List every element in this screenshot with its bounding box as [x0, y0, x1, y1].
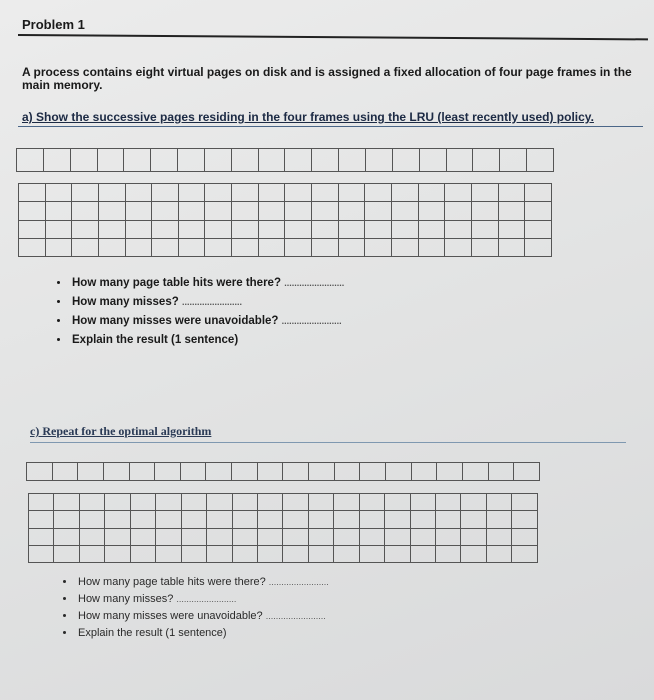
grid-cell[interactable]: [207, 528, 232, 545]
grid-cell[interactable]: [488, 463, 514, 481]
question-item: [70, 274, 344, 293]
grid-cell[interactable]: [181, 511, 206, 528]
grid-cell[interactable]: [257, 545, 282, 562]
grid-cell[interactable]: [205, 220, 232, 238]
grid-cell[interactable]: [105, 511, 130, 528]
question-text: How many page table hits were there?: [72, 277, 281, 289]
grid-cell[interactable]: [232, 545, 257, 562]
grid-cell[interactable]: [178, 238, 205, 256]
grid-cell[interactable]: [418, 238, 445, 256]
grid-cell[interactable]: [285, 184, 312, 202]
grid-cell[interactable]: [125, 238, 152, 256]
grid-cell[interactable]: [232, 494, 257, 511]
grid-cell[interactable]: [72, 202, 99, 220]
answer-blank[interactable]: ........................: [281, 316, 342, 326]
grid-cell[interactable]: [334, 528, 359, 545]
grid-cell[interactable]: [105, 545, 130, 562]
grid-cell[interactable]: [130, 528, 155, 545]
part-c-divider: [30, 442, 626, 443]
grid-cell[interactable]: [258, 238, 285, 256]
grid-cell[interactable]: [45, 202, 72, 220]
grid-cell[interactable]: [17, 149, 44, 172]
grid-row: [29, 494, 538, 511]
part-c-frames-grid[interactable]: [28, 493, 538, 563]
grid-cell[interactable]: [410, 511, 435, 528]
grid-cell[interactable]: [151, 149, 178, 172]
grid-cell[interactable]: [436, 494, 461, 511]
question-item: [70, 293, 344, 312]
grid-cell[interactable]: [43, 149, 70, 172]
grid-cell[interactable]: [283, 545, 308, 562]
question-item: [76, 625, 329, 642]
grid-cell[interactable]: [105, 494, 130, 511]
grid-cell[interactable]: [52, 463, 78, 481]
grid-cell[interactable]: [257, 463, 283, 481]
grid-cell[interactable]: [385, 463, 411, 481]
grid-cell[interactable]: [285, 238, 312, 256]
grid-cell[interactable]: [391, 220, 418, 238]
grid-cell[interactable]: [436, 545, 461, 562]
grid-cell[interactable]: [445, 202, 472, 220]
grid-cell[interactable]: [338, 184, 365, 202]
part-a-heading: a) Show the successive pages residing in the four frames using the LRU (least recently used) policy.: [22, 110, 594, 124]
grid-cell[interactable]: [418, 202, 445, 220]
grid-cell[interactable]: [391, 238, 418, 256]
grid-cell[interactable]: [125, 202, 152, 220]
grid-cell[interactable]: [206, 463, 232, 481]
grid-cell[interactable]: [312, 149, 339, 172]
grid-cell[interactable]: [29, 494, 54, 511]
grid-cell[interactable]: [72, 220, 99, 238]
grid-cell[interactable]: [391, 184, 418, 202]
grid-cell[interactable]: [365, 220, 392, 238]
grid-cell[interactable]: [359, 511, 384, 528]
grid-cell[interactable]: [471, 238, 498, 256]
answer-blank[interactable]: ........................: [181, 297, 242, 307]
grid-cell[interactable]: [308, 494, 333, 511]
grid-cell[interactable]: [359, 494, 384, 511]
answer-blank[interactable]: ........................: [265, 611, 326, 621]
grid-cell[interactable]: [54, 545, 79, 562]
grid-cell[interactable]: [205, 238, 232, 256]
grid-cell[interactable]: [155, 463, 181, 481]
grid-cell[interactable]: [334, 463, 360, 481]
part-a-divider: [18, 126, 643, 127]
grid-cell[interactable]: [308, 528, 333, 545]
grid-cell[interactable]: [204, 149, 231, 172]
grid-cell[interactable]: [27, 463, 53, 481]
grid-cell[interactable]: [308, 511, 333, 528]
grid-cell[interactable]: [283, 511, 308, 528]
grid-cell[interactable]: [232, 528, 257, 545]
part-c-questions: [58, 574, 329, 642]
answer-blank[interactable]: ........................: [176, 594, 237, 604]
grid-cell[interactable]: [29, 528, 54, 545]
grid-cell[interactable]: [232, 202, 259, 220]
grid-cell[interactable]: [392, 149, 419, 172]
grid-cell[interactable]: [365, 202, 392, 220]
grid-cell[interactable]: [338, 238, 365, 256]
part-c-heading: c) Repeat for the optimal algorithm: [30, 424, 212, 438]
grid-cell[interactable]: [385, 528, 410, 545]
grid-cell[interactable]: [471, 184, 498, 202]
question-text: Explain the result (1 sentence): [78, 627, 227, 639]
grid-cell[interactable]: [207, 545, 232, 562]
grid-cell[interactable]: [124, 149, 151, 172]
grid-cell[interactable]: [462, 463, 488, 481]
grid-cell[interactable]: [19, 238, 46, 256]
grid-cell[interactable]: [45, 184, 72, 202]
grid-row: [17, 149, 554, 172]
answer-blank[interactable]: ........................: [268, 577, 329, 587]
grid-cell[interactable]: [54, 528, 79, 545]
grid-cell[interactable]: [98, 238, 125, 256]
grid-cell[interactable]: [334, 545, 359, 562]
grid-cell[interactable]: [258, 184, 285, 202]
grid-cell[interactable]: [437, 463, 463, 481]
grid-cell[interactable]: [461, 528, 486, 545]
grid-cell[interactable]: [365, 238, 392, 256]
grid-cell[interactable]: [283, 463, 309, 481]
grid-cell[interactable]: [486, 545, 511, 562]
grid-row: [27, 463, 540, 481]
grid-cell[interactable]: [178, 184, 205, 202]
question-text: How many misses were unavoidable?: [72, 315, 279, 327]
grid-cell[interactable]: [471, 220, 498, 238]
grid-row: [19, 238, 552, 256]
grid-cell[interactable]: [105, 528, 130, 545]
grid-cell[interactable]: [486, 528, 511, 545]
grid-cell[interactable]: [178, 220, 205, 238]
grid-cell[interactable]: [258, 149, 285, 172]
grid-cell[interactable]: [125, 220, 152, 238]
grid-cell[interactable]: [500, 149, 527, 172]
grid-row: [29, 511, 538, 528]
grid-cell[interactable]: [512, 511, 538, 528]
grid-cell[interactable]: [79, 511, 104, 528]
grid-row: [19, 184, 552, 202]
grid-cell[interactable]: [205, 184, 232, 202]
grid-cell[interactable]: [98, 220, 125, 238]
grid-cell[interactable]: [512, 528, 538, 545]
grid-cell[interactable]: [181, 528, 206, 545]
grid-cell[interactable]: [257, 511, 282, 528]
grid-cell[interactable]: [232, 220, 259, 238]
grid-cell[interactable]: [527, 149, 554, 172]
grid-cell[interactable]: [98, 202, 125, 220]
grid-cell[interactable]: [156, 511, 181, 528]
grid-cell[interactable]: [525, 202, 552, 220]
grid-cell[interactable]: [525, 184, 552, 202]
title-divider: [18, 34, 648, 40]
grid-cell[interactable]: [338, 220, 365, 238]
grid-cell[interactable]: [410, 494, 435, 511]
part-a-reference-string-grid[interactable]: [16, 148, 554, 172]
grid-cell[interactable]: [207, 511, 232, 528]
grid-cell[interactable]: [461, 494, 486, 511]
grid-cell[interactable]: [445, 238, 472, 256]
grid-cell[interactable]: [498, 202, 525, 220]
grid-cell[interactable]: [257, 494, 282, 511]
question-item: [76, 608, 329, 625]
grid-cell[interactable]: [359, 528, 384, 545]
grid-cell[interactable]: [156, 545, 181, 562]
question-text: How many misses were unavoidable?: [78, 610, 263, 622]
grid-cell[interactable]: [19, 220, 46, 238]
grid-row: [29, 528, 538, 545]
grid-cell[interactable]: [365, 149, 392, 172]
grid-row: [19, 220, 552, 238]
grid-cell[interactable]: [257, 528, 282, 545]
grid-cell[interactable]: [410, 528, 435, 545]
grid-cell[interactable]: [231, 149, 258, 172]
grid-cell[interactable]: [334, 511, 359, 528]
grid-cell[interactable]: [312, 238, 339, 256]
grid-cell[interactable]: [486, 511, 511, 528]
grid-cell[interactable]: [70, 149, 97, 172]
grid-cell[interactable]: [385, 511, 410, 528]
grid-cell[interactable]: [258, 202, 285, 220]
grid-cell[interactable]: [98, 184, 125, 202]
grid-cell[interactable]: [410, 545, 435, 562]
question-text: How many misses?: [78, 593, 174, 605]
grid-cell[interactable]: [473, 149, 500, 172]
grid-cell[interactable]: [461, 545, 486, 562]
grid-cell[interactable]: [130, 494, 155, 511]
grid-cell[interactable]: [312, 220, 339, 238]
grid-cell[interactable]: [178, 149, 205, 172]
grid-cell[interactable]: [309, 463, 335, 481]
grid-cell[interactable]: [178, 202, 205, 220]
grid-cell[interactable]: [181, 494, 206, 511]
grid-cell[interactable]: [156, 494, 181, 511]
grid-cell[interactable]: [285, 149, 312, 172]
grid-cell[interactable]: [152, 238, 179, 256]
question-text: Explain the result (1 sentence): [72, 334, 239, 346]
grid-cell[interactable]: [283, 528, 308, 545]
question-item: [70, 312, 344, 331]
grid-cell[interactable]: [45, 238, 72, 256]
grid-cell[interactable]: [312, 202, 339, 220]
grid-cell[interactable]: [130, 511, 155, 528]
grid-cell[interactable]: [125, 184, 152, 202]
grid-cell[interactable]: [360, 463, 386, 481]
grid-cell[interactable]: [72, 184, 99, 202]
grid-cell[interactable]: [308, 545, 333, 562]
grid-cell[interactable]: [498, 184, 525, 202]
grid-cell[interactable]: [152, 184, 179, 202]
grid-cell[interactable]: [525, 220, 552, 238]
grid-cell[interactable]: [54, 511, 79, 528]
grid-cell[interactable]: [418, 220, 445, 238]
grid-cell[interactable]: [419, 149, 446, 172]
grid-cell[interactable]: [232, 511, 257, 528]
grid-cell[interactable]: [411, 463, 437, 481]
grid-cell[interactable]: [232, 184, 259, 202]
grid-cell[interactable]: [130, 545, 155, 562]
grid-cell[interactable]: [152, 220, 179, 238]
grid-cell[interactable]: [339, 149, 366, 172]
grid-cell[interactable]: [78, 463, 104, 481]
grid-cell[interactable]: [445, 220, 472, 238]
grid-cell[interactable]: [461, 511, 486, 528]
problem-title: Problem 1: [22, 17, 85, 32]
question-text: How many misses?: [72, 296, 179, 308]
grid-cell[interactable]: [446, 149, 473, 172]
grid-cell[interactable]: [19, 184, 46, 202]
grid-cell[interactable]: [232, 238, 259, 256]
part-a-questions: [52, 274, 344, 350]
question-item: [76, 591, 329, 608]
grid-cell[interactable]: [283, 494, 308, 511]
grid-cell[interactable]: [258, 220, 285, 238]
grid-cell[interactable]: [498, 238, 525, 256]
grid-cell[interactable]: [79, 494, 104, 511]
problem-intro: A process contains eight virtual pages on disk and is assigned a fixed allocation of four page frames in the main memory.: [22, 65, 632, 92]
grid-cell[interactable]: [79, 528, 104, 545]
grid-cell[interactable]: [365, 184, 392, 202]
grid-cell[interactable]: [445, 184, 472, 202]
question-item: [70, 331, 344, 350]
grid-cell[interactable]: [471, 202, 498, 220]
grid-row: [29, 545, 538, 562]
grid-cell[interactable]: [334, 494, 359, 511]
grid-cell[interactable]: [29, 545, 54, 562]
grid-cell[interactable]: [181, 545, 206, 562]
grid-cell[interactable]: [29, 511, 54, 528]
grid-cell[interactable]: [129, 463, 155, 481]
grid-cell[interactable]: [180, 463, 206, 481]
grid-cell[interactable]: [338, 202, 365, 220]
grid-cell[interactable]: [436, 511, 461, 528]
grid-cell[interactable]: [385, 494, 410, 511]
grid-cell[interactable]: [514, 463, 540, 481]
question-item: [76, 574, 329, 591]
grid-cell[interactable]: [312, 184, 339, 202]
grid-cell[interactable]: [436, 528, 461, 545]
grid-cell[interactable]: [72, 238, 99, 256]
grid-cell[interactable]: [97, 149, 124, 172]
part-c-reference-string-grid[interactable]: [26, 462, 540, 481]
grid-cell[interactable]: [512, 545, 538, 562]
grid-cell[interactable]: [525, 238, 552, 256]
grid-cell[interactable]: [103, 463, 129, 481]
grid-cell[interactable]: [486, 494, 511, 511]
grid-cell[interactable]: [512, 494, 538, 511]
answer-blank[interactable]: ........................: [284, 278, 345, 288]
grid-cell[interactable]: [418, 184, 445, 202]
grid-cell[interactable]: [359, 545, 384, 562]
grid-cell[interactable]: [19, 202, 46, 220]
grid-cell[interactable]: [79, 545, 104, 562]
grid-cell[interactable]: [207, 494, 232, 511]
grid-row: [19, 202, 552, 220]
grid-cell[interactable]: [156, 528, 181, 545]
part-a-frames-grid[interactable]: [18, 183, 552, 257]
grid-cell[interactable]: [232, 463, 258, 481]
question-text: How many page table hits were there?: [78, 576, 266, 588]
grid-cell[interactable]: [385, 545, 410, 562]
grid-cell[interactable]: [205, 202, 232, 220]
grid-cell[interactable]: [152, 202, 179, 220]
grid-cell[interactable]: [285, 220, 312, 238]
grid-cell[interactable]: [285, 202, 312, 220]
grid-cell[interactable]: [391, 202, 418, 220]
grid-cell[interactable]: [498, 220, 525, 238]
grid-cell[interactable]: [45, 220, 72, 238]
grid-cell[interactable]: [54, 494, 79, 511]
